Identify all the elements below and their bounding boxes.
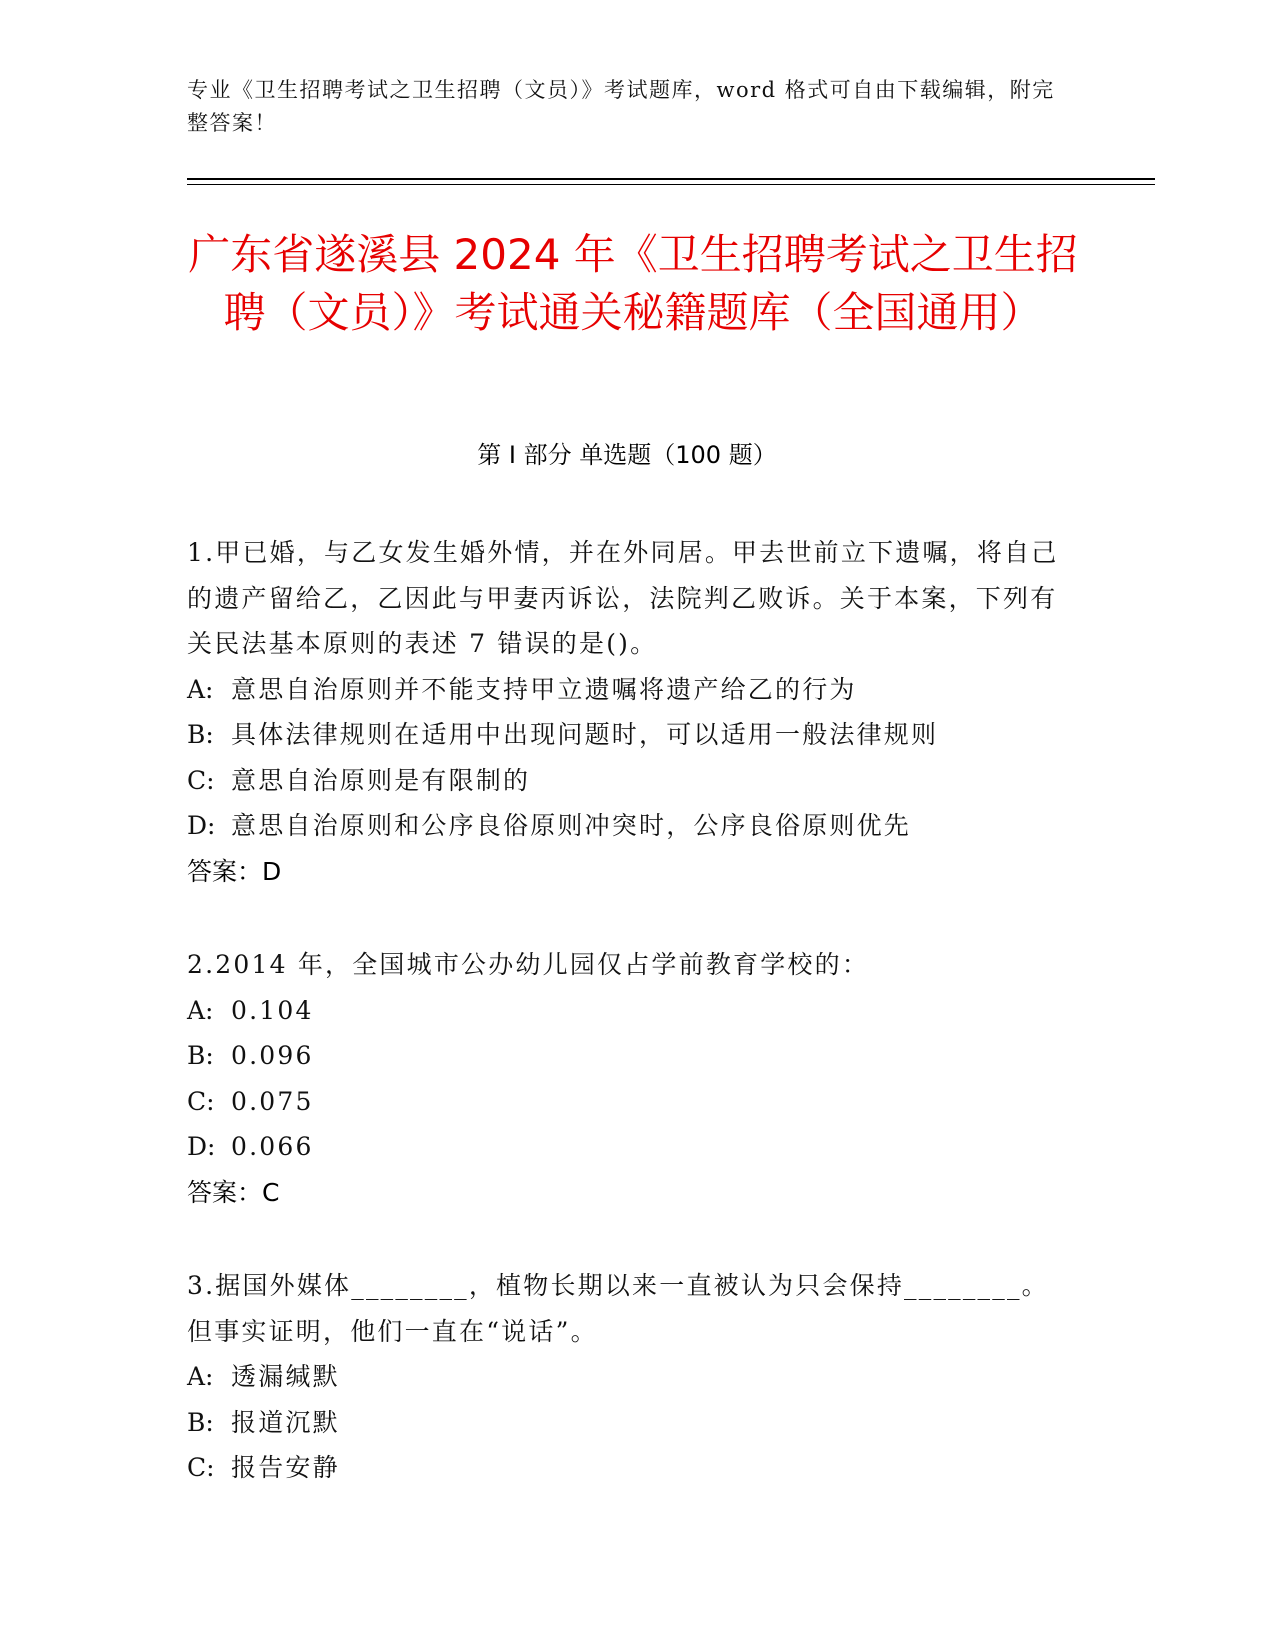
header-divider-thick	[187, 178, 1155, 180]
section-title: 第 I 部分 单选题（100 题）	[477, 441, 777, 469]
question-item	[187, 942, 1067, 1215]
option-text: 意思自治原则并不能支持甲立遗嘱将遗产给乙的行为	[231, 674, 857, 704]
answer-key: 答案：D	[187, 856, 282, 886]
answer-option	[187, 803, 1067, 849]
answer-option	[187, 1400, 1067, 1446]
option-letter: A:	[187, 674, 214, 704]
option-letter: C:	[187, 1086, 215, 1116]
option-letter: D:	[187, 1132, 216, 1161]
option-text: 报告安静	[231, 1453, 340, 1482]
question-stem: 2.2014 年，全国城市公办幼儿园仅占学前教育学校的：	[187, 950, 870, 979]
answer-option	[187, 1079, 1067, 1125]
option-letter: C:	[187, 765, 215, 795]
question-item	[187, 1263, 1067, 1491]
header-divider-thin	[187, 184, 1155, 185]
answer-option	[187, 667, 1067, 713]
option-letter: B:	[187, 720, 214, 749]
answer-option	[187, 1445, 1067, 1491]
option-letter: B:	[187, 1041, 214, 1070]
answer-option	[187, 1354, 1067, 1400]
option-text: 意思自治原则和公序良俗原则冲突时，公序良俗原则优先	[231, 811, 912, 840]
option-text: 报道沉默	[231, 1407, 340, 1437]
question-stem: 1.甲已婚，与乙女发生婚外情，并在外同居。甲去世前立下遗嘱，将自己的遗产留给乙，乙因此与甲妻丙诉讼，法院判乙败诉。关于本案，下列有关民法基本原则的表述 7 错误的是()。	[187, 538, 1059, 658]
question-item	[187, 530, 1067, 894]
answer-option	[187, 988, 1067, 1034]
answer-option	[187, 1124, 1067, 1170]
option-text: 0.066	[231, 1132, 314, 1161]
option-letter: A:	[187, 995, 214, 1025]
option-letter: B:	[187, 1407, 214, 1437]
question-list	[187, 530, 1067, 1539]
option-letter: A:	[187, 1362, 214, 1391]
answer-key: 答案：C	[187, 1177, 280, 1207]
option-text: 意思自治原则是有限制的	[231, 765, 531, 795]
answer-option	[187, 758, 1067, 804]
question-stem: 3.据国外媒体________，植物长期以来一直被认为只会保持________。但事实证明，他们一直在“说话”。	[187, 1271, 1049, 1346]
option-text: 0.104	[231, 995, 314, 1025]
option-text: 具体法律规则在适用中出现问题时，可以适用一般法律规则	[231, 720, 939, 749]
document-title: 广东省遂溪县 2024 年《卫生招聘考试之卫生招聘（文员）》考试通关秘籍题库（全国通用）	[188, 230, 1078, 337]
option-text: 0.075	[231, 1086, 314, 1116]
header-note: 专业《卫生招聘考试之卫生招聘（文员）》考试题库，word 格式可自由下载编辑，附完整答案！	[187, 78, 1055, 135]
option-text: 透漏缄默	[231, 1362, 340, 1391]
option-letter: D:	[187, 811, 216, 840]
option-text: 0.096	[231, 1041, 314, 1070]
answer-option	[187, 712, 1067, 758]
option-letter: C:	[187, 1453, 215, 1482]
answer-option	[187, 1033, 1067, 1079]
